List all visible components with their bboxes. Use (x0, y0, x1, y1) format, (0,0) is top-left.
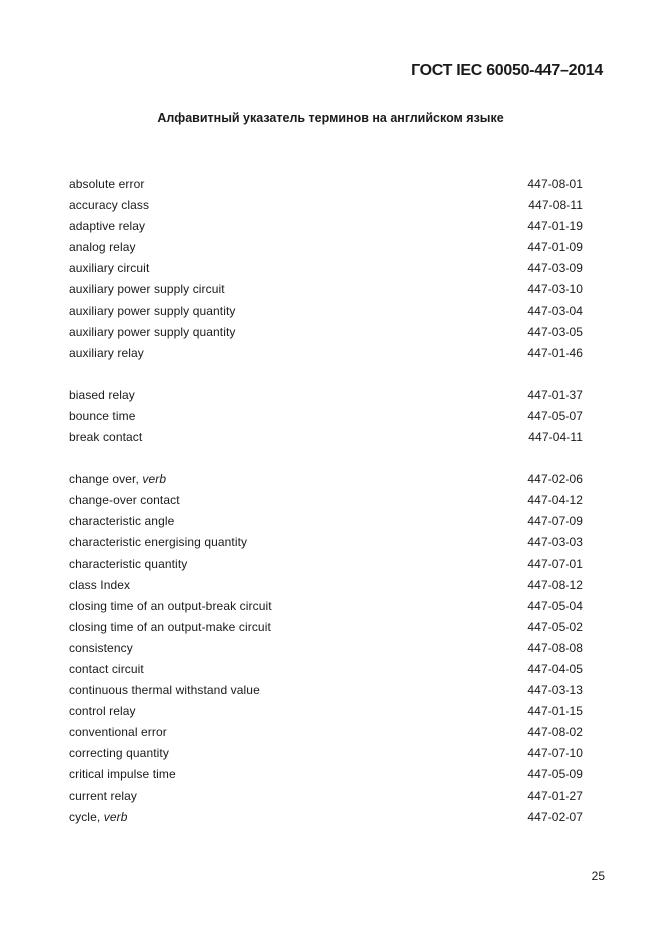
entry-code: 447-08-08 (527, 640, 583, 655)
index-entry (69, 511, 583, 532)
entry-code: 447-05-07 (527, 408, 583, 423)
entry-term-wrapper (69, 554, 187, 575)
entry-term-wrapper (69, 490, 180, 511)
entry-term-suffix: verb (103, 809, 128, 824)
entry-term-wrapper (69, 258, 149, 279)
entry-term: auxiliary circuit (69, 261, 150, 276)
entry-code: 447-01-09 (527, 240, 583, 255)
index-entry (69, 322, 583, 343)
entry-term-wrapper (69, 743, 169, 764)
entry-term-wrapper (69, 427, 142, 448)
entry-term-wrapper (69, 216, 145, 237)
entry-code: 447-01-15 (527, 704, 583, 719)
entry-term: change over, (69, 472, 139, 487)
entry-term-wrapper (69, 575, 130, 596)
entry-term: adaptive relay (69, 219, 146, 234)
entry-term: biased relay (69, 387, 135, 402)
entry-code: 447-08-11 (528, 198, 583, 213)
entry-code: 447-01-27 (527, 788, 583, 803)
entry-term-wrapper (69, 511, 174, 532)
index-entry (69, 301, 583, 322)
entry-term: characteristic angle (69, 514, 175, 529)
entry-term: auxiliary power supply quantity (69, 324, 236, 339)
entry-term-wrapper (69, 406, 135, 427)
index-entry (69, 174, 583, 195)
entry-term-wrapper (69, 596, 272, 617)
entry-term-wrapper (69, 174, 144, 195)
index-entry (69, 764, 583, 785)
entry-code: 447-04-05 (527, 661, 583, 676)
index-entry (69, 216, 583, 237)
entry-term: contact circuit (69, 661, 144, 676)
index-entry (69, 596, 583, 617)
entry-code: 447-03-10 (527, 282, 583, 297)
index-entry (69, 279, 583, 300)
index-entry (69, 617, 583, 638)
entry-term-wrapper (69, 532, 247, 553)
entry-term-wrapper (69, 807, 127, 828)
entry-term-wrapper (69, 659, 144, 680)
entry-term-wrapper (69, 701, 136, 722)
entry-code: 447-03-13 (527, 683, 583, 698)
entry-term: absolute error (69, 177, 145, 191)
entry-term-wrapper (69, 385, 135, 406)
entry-code: 447-03-03 (527, 535, 583, 550)
entry-term: analog relay (69, 240, 136, 255)
entry-code: 447-02-07 (527, 809, 583, 824)
index-entry (69, 554, 583, 575)
entry-term-wrapper (69, 195, 149, 216)
index-group (69, 385, 583, 448)
index-entry (69, 532, 583, 553)
index-entry (69, 743, 583, 764)
entry-term: critical impulse time (69, 767, 176, 782)
index-entry (69, 258, 583, 279)
index-entry (69, 490, 583, 511)
index-entry (69, 406, 583, 427)
entry-code: 447-01-19 (527, 219, 583, 234)
entry-term-wrapper (69, 722, 167, 743)
index-entry (69, 786, 583, 807)
page-number: 25 (591, 869, 605, 883)
index-entry (69, 195, 583, 216)
index-group (69, 174, 583, 364)
index-entry (69, 427, 583, 448)
entry-term-suffix: verb (142, 472, 167, 487)
entry-term-wrapper (69, 638, 133, 659)
entry-term: accuracy class (69, 198, 150, 213)
entry-term: auxiliary power supply quantity (69, 303, 236, 318)
entry-code: 447-08-12 (527, 577, 583, 592)
entry-term-wrapper (69, 680, 260, 701)
entry-code: 447-03-05 (527, 324, 583, 339)
index-entry (69, 237, 583, 258)
index-entry (69, 385, 583, 406)
index-entry (69, 701, 583, 722)
index-group (69, 469, 583, 828)
entry-term: class Index (69, 577, 131, 592)
entry-term-wrapper (69, 301, 236, 322)
entry-term-wrapper (69, 786, 137, 807)
index-entry (69, 343, 583, 364)
entry-term: current relay (69, 788, 137, 803)
entry-code: 447-03-09 (527, 261, 583, 276)
entry-term-wrapper (69, 617, 271, 638)
entry-term-wrapper (69, 237, 136, 258)
entry-code: 447-07-01 (527, 556, 583, 571)
entry-term: auxiliary relay (69, 345, 144, 360)
entry-term: change-over contact (69, 493, 180, 508)
entry-term-wrapper (69, 764, 176, 785)
entry-term-wrapper (69, 322, 236, 343)
entry-term-wrapper (69, 279, 225, 300)
entry-code: 447-02-06 (527, 472, 583, 487)
index-entry (69, 638, 583, 659)
entry-code: 447-08-02 (527, 725, 583, 740)
entry-code: 447-05-04 (527, 598, 583, 613)
index-entry (69, 722, 583, 743)
entry-term: auxiliary power supply circuit (69, 282, 225, 297)
entry-term: break contact (69, 430, 143, 445)
entry-term: control relay (69, 704, 136, 719)
entry-code: 447-04-11 (528, 430, 583, 445)
entry-code: 447-04-12 (527, 493, 583, 508)
entry-code: 447-07-10 (527, 746, 583, 761)
index-entry (69, 575, 583, 596)
entry-term-wrapper (69, 343, 144, 364)
index-entry (69, 680, 583, 701)
entry-term: correcting quantity (69, 746, 169, 761)
index-entries (69, 174, 583, 849)
index-entry (69, 807, 583, 828)
entry-term: consistency (69, 640, 133, 655)
entry-term-wrapper (69, 469, 166, 490)
entry-term: characteristic quantity (69, 556, 188, 571)
entry-code: 447-08-01 (527, 177, 583, 191)
entry-term: cycle, (69, 809, 101, 824)
entry-code: 447-01-37 (527, 387, 583, 402)
entry-code: 447-05-02 (527, 619, 583, 634)
entry-term: continuous thermal withstand value (69, 683, 260, 698)
index-entry (69, 659, 583, 680)
entry-term: bounce time (69, 408, 136, 423)
entry-term: conventional error (69, 725, 167, 740)
entry-code: 447-03-04 (527, 303, 583, 318)
index-entry (69, 469, 583, 490)
entry-code: 447-01-46 (527, 345, 583, 360)
entry-term: closing time of an output-make circuit (69, 619, 271, 634)
entry-code: 447-07-09 (527, 514, 583, 529)
document-code: ГОСТ IEC 60050-447–2014 (411, 62, 603, 79)
entry-term: characteristic energising quantity (69, 535, 248, 550)
entry-term: closing time of an output-break circuit (69, 598, 272, 613)
index-title: Алфавитный указатель терминов на английском языке (157, 111, 504, 125)
entry-code: 447-05-09 (527, 767, 583, 782)
